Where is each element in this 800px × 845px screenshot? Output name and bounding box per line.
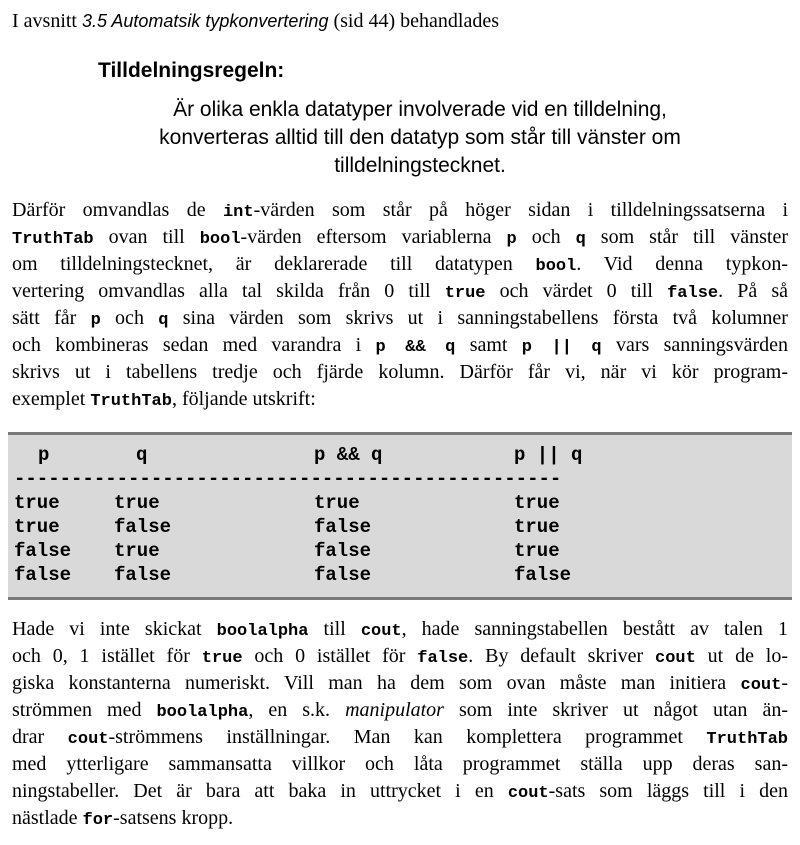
code-term: TruthTab (90, 392, 172, 411)
text: vertering omvandlas alla tal skilda från 0 till (12, 280, 445, 302)
header-cell: p && q (314, 444, 383, 466)
code-term: cout (655, 649, 696, 668)
text: . Vid denna typkon- (576, 253, 788, 275)
code-term: q (575, 230, 586, 249)
text-line (12, 251, 788, 278)
text: Därför omvandlas de (12, 199, 223, 221)
code-term: false (667, 284, 719, 303)
table-cell: false (114, 564, 172, 586)
intro-suffix: (sid 44) behandlades (328, 10, 499, 32)
text: . By default skriver (468, 645, 656, 667)
rule-heading: Tilldelningsregeln: (98, 59, 285, 82)
rule-line: tilldelningstecknet. (334, 154, 506, 177)
code-term: boolalpha (216, 622, 309, 641)
text-line (12, 670, 788, 697)
text-line (12, 805, 788, 832)
code-term: cout (360, 622, 402, 641)
text: och kombineras sedan med varandra i (12, 334, 376, 356)
text: exemplet (12, 388, 91, 410)
text: -sats som läggs till i den (548, 780, 788, 802)
text-line (12, 751, 788, 778)
text: strömmen med (12, 699, 157, 721)
text-line (12, 305, 788, 332)
text: och (516, 226, 576, 248)
text-line (12, 224, 788, 251)
intro-prefix: I avsnitt (12, 10, 82, 32)
text: och 0, 1 istället för (12, 645, 202, 667)
code-term: TruthTab (12, 230, 94, 249)
table-cell: true (14, 492, 60, 514)
text: , följande utskrift: (171, 388, 316, 410)
text: ut de lo- (695, 645, 789, 667)
text-line (12, 332, 788, 359)
code-term: p && q (375, 338, 456, 357)
truth-table-separator (14, 467, 784, 491)
rule-line: Är olika enkla datatyper involverade vid en tilldelning, (173, 98, 667, 121)
code-term: p (506, 230, 517, 249)
code-term: boolalpha (156, 703, 249, 722)
text: . På så (718, 280, 788, 302)
header-cell: q (136, 444, 148, 466)
code-term: cout (67, 730, 109, 749)
table-cell: false (314, 564, 372, 586)
table-row (14, 491, 784, 515)
table-cell: false (514, 564, 572, 586)
table-cell: false (14, 540, 72, 562)
table-cell: false (14, 564, 72, 586)
code-term: int (222, 203, 254, 222)
code-term: for (82, 811, 114, 830)
text: nästlade (12, 807, 83, 829)
table-cell: true (514, 516, 560, 538)
section-reference: 3.5 Automatsik typkonvertering (82, 11, 329, 31)
separator-line: ------------------------------------------------ (14, 468, 562, 490)
text-line (12, 197, 788, 224)
code-term: bool (199, 230, 241, 249)
table-cell: true (514, 492, 560, 514)
italic-term: manipulator (345, 699, 444, 721)
truth-table (14, 443, 784, 587)
code-term: false (417, 649, 469, 668)
text: och (100, 307, 159, 329)
code-term: p (90, 311, 101, 330)
text-line (12, 697, 788, 724)
table-row (14, 515, 784, 539)
text: ningstabeller. Det är bara att baka in uttrycket i en (12, 780, 508, 802)
table-cell: true (114, 540, 160, 562)
text: och värdet 0 till (485, 280, 668, 302)
code-term: bool (535, 257, 577, 276)
text: -satsens kropp. (113, 807, 234, 829)
text: , hade sanningstabellen bestått av talen 1 (401, 618, 788, 640)
code-term: true (201, 649, 243, 668)
header-cell: p || q (514, 444, 583, 466)
header-cell: p (38, 444, 50, 466)
text-line (12, 778, 788, 805)
text: sina värden som skrivs ut i sanningstabellens första två kolumner (168, 307, 788, 329)
table-cell: false (314, 516, 372, 538)
text: giska konstanterna numeriskt. Vill man ha dem som ovan måste man initiera (12, 672, 741, 694)
table-cell: true (514, 540, 560, 562)
table-cell: true (114, 492, 160, 514)
text: drar (12, 726, 68, 748)
table-row (14, 539, 784, 563)
text: -strömmens inställningar. Man kan komplettera programmet (108, 726, 707, 748)
text: och 0 istället för (242, 645, 418, 667)
text-line (12, 386, 788, 413)
rule-line: konverteras alltid till den datatyp som står till vänster om (159, 126, 681, 149)
text: sätt får (12, 307, 91, 329)
program-output-box (8, 432, 792, 600)
code-term: cout (507, 784, 549, 803)
paragraph-conversion (12, 197, 788, 413)
text: , en s.k. (248, 699, 346, 721)
code-term: TruthTab (706, 730, 789, 749)
code-term: q (158, 311, 169, 330)
table-cell: true (14, 516, 60, 538)
table-cell: false (314, 540, 372, 562)
intro-line (12, 8, 499, 34)
text-line (12, 616, 788, 643)
text: -värden som står på höger sidan i tilldelningssatserna i (253, 199, 789, 221)
table-cell: false (114, 516, 172, 538)
table-cell: true (314, 492, 360, 514)
text: -värden eftersom variablerna (240, 226, 507, 248)
text: som inte skriver ut något utan än- (443, 699, 788, 721)
text: till (308, 618, 361, 640)
text: skrivs ut i tabellens tredje och fjärde kolumn. Därför får vi, när vi kör program- (12, 361, 788, 383)
text: ovan till (93, 226, 200, 248)
table-row (14, 563, 784, 587)
text: om tilldelningstecknet, är deklarerade till datatypen (12, 253, 536, 275)
code-term: true (444, 284, 486, 303)
code-term: cout (740, 676, 782, 695)
paragraph-boolalpha (12, 616, 788, 832)
text-line (12, 359, 788, 386)
text: vars sanningsvärden (601, 334, 788, 356)
text-line (12, 278, 788, 305)
text-line (12, 643, 788, 670)
text-line (12, 724, 788, 751)
text: med ytterligare sammansatta villkor och låta programmet ställa upp deras san- (12, 753, 788, 775)
text: samt (455, 334, 522, 356)
truth-table-header (14, 443, 784, 467)
text: Hade vi inte skickat (12, 618, 217, 640)
text: - (781, 672, 788, 694)
text: som står till vänster (585, 226, 788, 248)
rule-statement (100, 96, 740, 180)
code-term: p || q (521, 338, 602, 357)
